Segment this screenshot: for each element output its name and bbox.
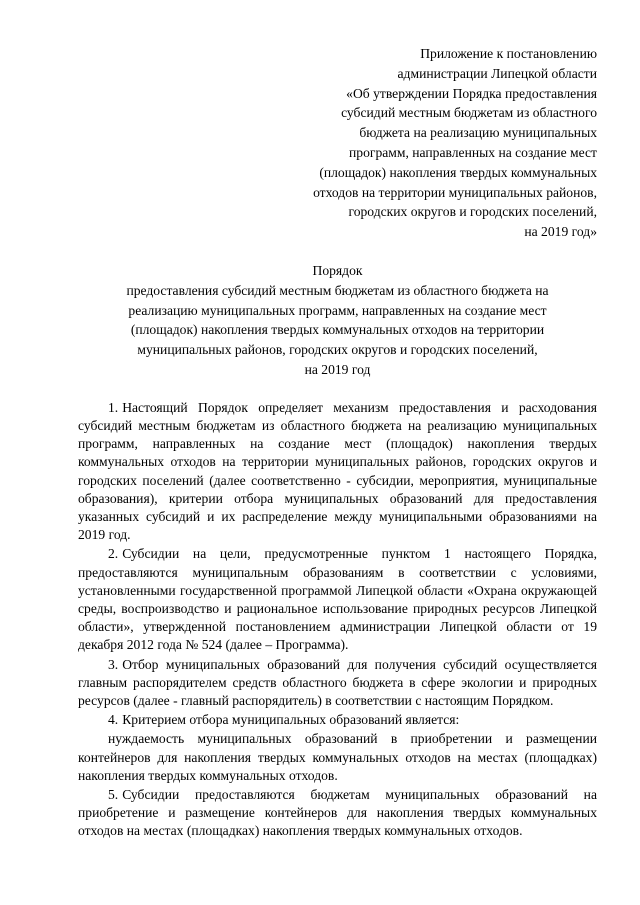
paragraph-number: 5. xyxy=(108,787,119,803)
header-line: бюджета на реализацию муниципальных xyxy=(359,125,597,141)
title-line: муниципальных районов, городских округов и городских поселений, xyxy=(137,342,538,358)
paragraph xyxy=(78,399,597,545)
paragraph-text: Настоящий Порядок определяет механизм предоставления и расходования субсидий местным бюджетам из областного бюджета на реализацию муниципальных программ, направленных на создание мест (площадок) накопления твердых коммунальных отходов на территории муниципальных районов, городских округов и городских поселений (далее соответственно - субсидии, мероприятия, муниципальные образования), критерии отбора муниципальных образований для предоставления указанных субсидий и их распределение между муниципальными образованиями на 2019 год. xyxy=(78,399,597,543)
paragraph-number: 2. xyxy=(108,546,119,562)
document-title xyxy=(78,261,597,380)
appendix-header xyxy=(301,44,597,242)
header-line: на 2019 год» xyxy=(524,224,597,240)
paragraph-number: 1. xyxy=(108,399,119,415)
paragraph xyxy=(78,545,597,654)
title-line: на 2019 год xyxy=(304,361,371,377)
paragraph-text: Критерием отбора муниципальных образований является: xyxy=(122,712,460,728)
title-line: (площадок) накопления твердых коммунальных отходов на территории xyxy=(130,322,545,338)
title-heading: Порядок xyxy=(312,262,363,278)
paragraph-text: Субсидии предоставляются бюджетам муниципальных образований на приобретение и размещение контейнеров для накопления твердых коммунальных отходов на местах (площадках) накопления твердых коммунальных отходов. xyxy=(78,787,597,839)
paragraph xyxy=(78,730,597,785)
paragraph xyxy=(78,786,597,841)
paragraph-text: Субсидии на цели, предусмотренные пунктом 1 настоящего Порядка, предоставляются муниципальным образованиям в соответствии с условиями, установленными государственной программой Липецкой области «Охрана окружающей среды, воспроизводство и рациональное использование природных ресурсов Липецкой области», утвержденной постановлением администрации Липецкой области от 19 декабря 2012 года № 524 (далее – Программа). xyxy=(78,546,597,653)
paragraph xyxy=(78,711,597,729)
paragraph-text: нуждаемость муниципальных образований в приобретении и размещении контейнеров для накопления твердых коммунальных отходов на местах (площадках) накопления твердых коммунальных отходов. xyxy=(78,731,597,783)
header-line: администрации Липецкой области xyxy=(397,65,597,81)
header-line: городских округов и городских поселений, xyxy=(348,204,597,220)
document-body xyxy=(78,399,597,841)
header-line: «Об утверждении Порядка предоставления xyxy=(346,85,597,101)
paragraph-text: Отбор муниципальных образований для получения субсидий осуществляется главным распорядителем средств областного бюджета в сфере экологии и природных ресурсов (далее - главный распорядитель) в соответствии с настоящим Порядком. xyxy=(78,656,597,708)
title-line: предоставления субсидий местным бюджетам из областного бюджета на xyxy=(126,282,549,298)
header-line: Приложение к постановлению xyxy=(420,46,597,61)
title-line: реализацию муниципальных программ, направленных на создание мест xyxy=(128,302,547,318)
header-line: субсидий местным бюджетам из областного xyxy=(341,105,597,121)
header-line: отходов на территории муниципальных районов, xyxy=(313,184,597,200)
paragraph-number: 4. xyxy=(108,712,119,728)
header-line: (площадок) накопления твердых коммунальных xyxy=(319,164,597,180)
paragraph-number: 3. xyxy=(108,656,119,672)
header-line: программ, направленных на создание мест xyxy=(349,144,597,160)
paragraph xyxy=(78,656,597,711)
